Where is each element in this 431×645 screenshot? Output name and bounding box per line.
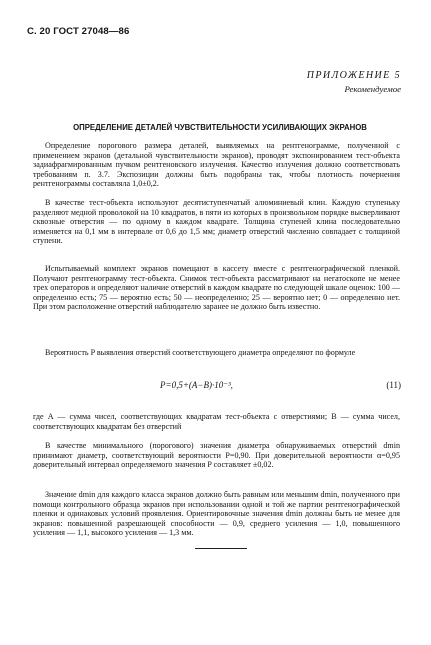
formula-number: (11) <box>386 380 401 390</box>
page-header: С. 20 ГОСТ 27048—86 <box>27 26 130 37</box>
appendix-label: ПРИЛОЖЕНИЕ 5 <box>306 70 401 81</box>
paragraph-threshold: В качестве минимального (порогового) значения диаметра обнаруживаемых отверстий dmin принимают диаметр, соответствующий вероятности P=0,90. При доверительной вероятности α=0,95 доверительный интервал определяемого значения P составляет ±0,02. <box>33 441 400 470</box>
paragraph-test-object: В качестве тест-объекта используют десятиступенчатый алюминиевый клин. Каждую ступеньку разделяют медной проволокой на 10 квадратов, в пяти из которых в произвольном порядке высверливают сквозные отверстия — по одному в каждом квадрате. Толщина ступеней клина последовательно изменяется на 0,1 мм в интервале от 0,6 до 1,5 мм; диаметр отверстий численно совпадает с толщиной ступени. <box>33 198 400 246</box>
section-title: ОПРЕДЕЛЕНИЕ ДЕТАЛЕЙ ЧУВСТВИТЕЛЬНОСТИ УСИЛИВАЮЩИХ ЭКРАНОВ <box>73 123 367 132</box>
paragraph-values: Значение dmin для каждого класса экранов должно быть равным или меньшим dmin, полученного при помощи контрольного образца экранов при использовании одной и той же партии рентгенографической пленки и одинаковых условий проявления. Ориентировочные значения dmin должны быть не менее для экранов: повышенной разрешающей способности — 0,9, среднего усиления — 1,0, повышенного усиления — 1,1, высокого усиления — 1,3 мм. <box>33 490 400 538</box>
paragraph-where: где A — сумма чисел, соответствующих квадратам тест-объекта с отверстиями; B — сумма чисел, соответствующих квадратам без отверстий <box>33 412 400 431</box>
paragraph-procedure: Испытываемый комплект экранов помещают в кассету вместе с рентгенографической пленкой. Получают рентгенограмму тест-объекта. Снимок тест-объекта рассматривают на негатоскопе не менее трех операторов и определяют наличие отверстий в каждом квадрате по следующей шкале оценок: 100 — определенно есть; 75 — вероятно есть; 50 — неопределенно; 25 — вероятно нет; 0 — определенно нет. При этом расположение отверстий наблюдателю заранее не должно быть известно. <box>33 264 400 312</box>
appendix-status: Рекомендуемое <box>344 84 401 94</box>
end-divider <box>195 548 247 549</box>
paragraph-probability: Вероятность P выявления отверстий соответствующего диаметра определяют по формуле <box>45 348 356 357</box>
paragraph-method: Определение порогового размера деталей, выявляемых на рентгенограмме, полученной с применением экранов (детальной чувствительности экранов), проводят экспонированием тест-объекта задиафрагмированным пучком рентгеновского излучения. Качество излучения должно соответствовать требованиям п. 3.7. Экспозиции должны быть подобраны так, чтобы плотность почернения рентгенограммы составляла 1,0±0,2. <box>33 141 400 189</box>
formula-expression: P=0,5+(A−B)·10⁻³, <box>160 380 233 390</box>
